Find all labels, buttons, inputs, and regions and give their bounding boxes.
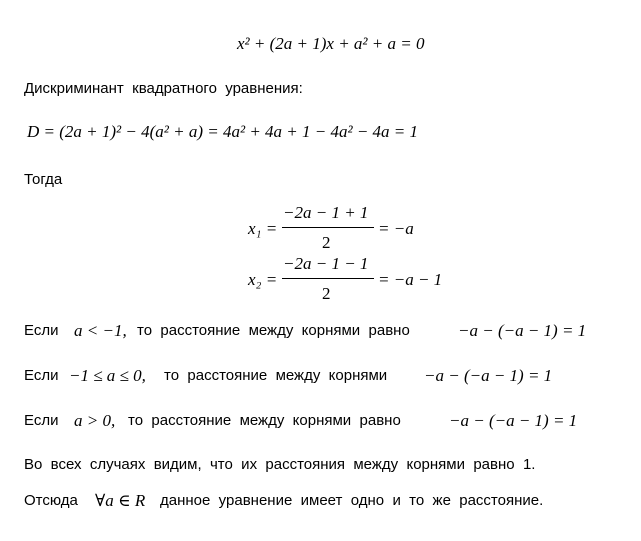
discriminant-text: D = (2a + 1)² − 4(a² + a) = 4a² + 4a + 1 − 4a² − 4a = 1 [27, 122, 419, 141]
then-label: Тогда [24, 171, 63, 188]
case3-condition: a > 0, [74, 411, 116, 430]
case1-expression: −a − (−a − 1) = 1 [458, 321, 587, 340]
conclusion-line1: Во всех случаях видим, что их расстояния между корнями равно 1. [24, 456, 536, 473]
x2-fraction-bar [282, 278, 374, 279]
x1-fraction-bar [282, 227, 374, 228]
case1-condition: a < −1, [74, 321, 127, 340]
discriminant-formula [27, 123, 418, 140]
conclusion2-start: Отсюда [24, 492, 78, 509]
x1-denominator: 2 [322, 233, 331, 252]
case1-prefix: Если [24, 322, 59, 339]
x2-label: x₂ = [248, 270, 278, 289]
conclusion2-forall: ∀a ∈ R [95, 491, 146, 510]
discriminant-label: Дискриминант квадратного уравнения: [24, 80, 303, 97]
case3-middle: то расстояние между корнями равно [128, 412, 401, 429]
case1-middle: то расстояние между корнями равно [137, 322, 410, 339]
case2-middle: то расстояние между корнями [164, 367, 388, 384]
x1-numerator: −2a − 1 + 1 [283, 203, 369, 222]
x1-label: x₁ = [248, 219, 278, 238]
case2-expression: −a − (−a − 1) = 1 [424, 366, 553, 385]
x2-denominator: 2 [322, 284, 331, 303]
conclusion2-end: данное уравнение имеет одно и то же расстояние. [160, 492, 544, 509]
case3-prefix: Если [24, 412, 59, 429]
x2-numerator: −2a − 1 − 1 [283, 254, 369, 273]
case3-expression: −a − (−a − 1) = 1 [449, 411, 578, 430]
case2-prefix: Если [24, 367, 59, 384]
quadratic-equation [237, 35, 424, 52]
x1-result: = −a [378, 219, 414, 238]
root-x1 [248, 203, 448, 251]
case2-condition: −1 ≤ a ≤ 0, [69, 366, 146, 385]
x2-result: = −a − 1 [378, 270, 443, 289]
root-x2 [248, 254, 468, 302]
equation-text: x² + (2a + 1)x + a² + a = 0 [237, 34, 425, 53]
